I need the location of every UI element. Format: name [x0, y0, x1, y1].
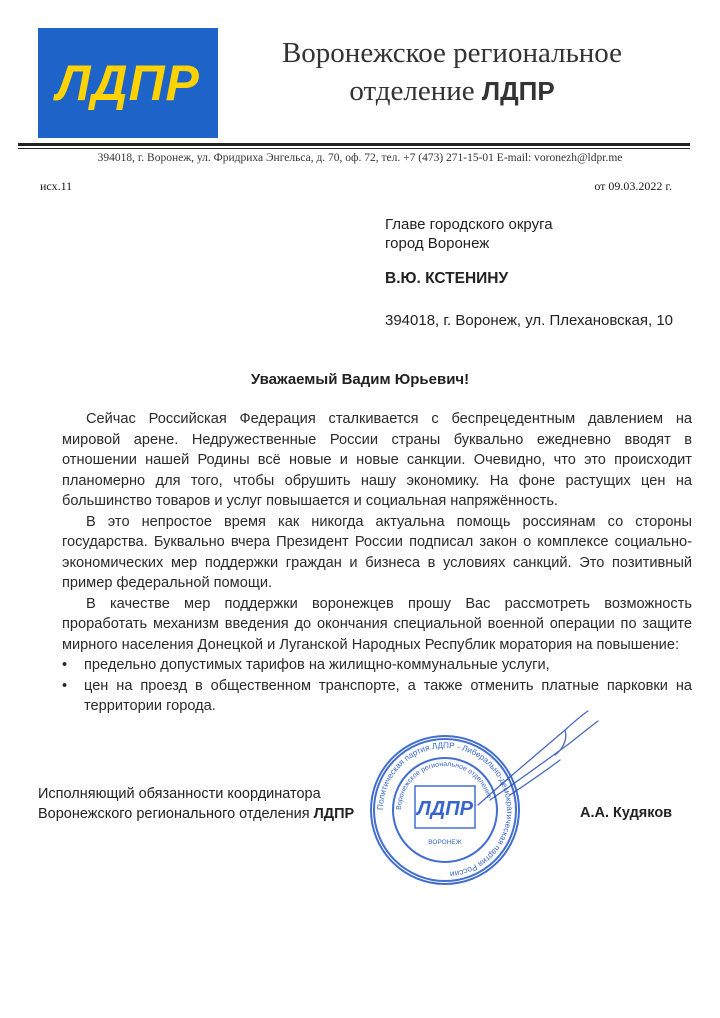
- recipient-line1: Главе городского округа: [385, 216, 553, 233]
- signatory-position-line1: Исполняющий обязанности координатора: [38, 786, 321, 802]
- seal-inner-text: Воронежское региональное отделение: [395, 760, 493, 811]
- header-divider-thick: [18, 143, 690, 146]
- organization-title: [232, 34, 672, 110]
- outgoing-number: исх.11: [40, 179, 73, 193]
- recipient-address: 394018, г. Воронеж, ул. Плехановская, 10: [385, 312, 674, 329]
- body-paragraph-2: В это непростое время как никогда актуальна помощь россиянам со стороны государства. Буквально вчера Президент России подписал закон о комплексе социально-экономических мер поддержки граждан и бизнеса в условиях санкций. Это позитивный пример федеральной помощи.: [62, 513, 692, 591]
- org-title-line2: [232, 72, 672, 110]
- seal-city-text: ВОРОНЕЖ: [428, 839, 462, 846]
- signatory-position: [38, 784, 354, 824]
- signatory-position-line2: [38, 804, 354, 824]
- body-paragraph-3: В качестве мер поддержки воронежцев прошу Вас рассмотреть возможность проработать механизм введения до окончания специальной военной операции по защите мирного населения Донецкой и Луганской Народных Республик моратория на повышение:: [62, 595, 692, 653]
- logo-text: ЛДПР: [56, 55, 200, 111]
- letter-date: от 09.03.2022 г.: [594, 179, 672, 193]
- signatory-name: А.А. Кудяков: [580, 805, 673, 821]
- seal-center-text: ЛДПР: [417, 798, 473, 820]
- org-title-line1: Воронежское региональное: [281, 37, 623, 69]
- handwritten-signature: [470, 705, 610, 815]
- list-item: • предельно допустимых тарифов на жилищно-коммунальные услуги,: [62, 655, 692, 676]
- header-divider-thin: [18, 148, 690, 149]
- recipient-name: В.Ю. КСТЕНИНУ: [385, 270, 509, 287]
- organization-address: 394018, г. Воронеж, ул. Фридриха Энгельса, д. 70, оф. 72, тел. +7 (473) 271-15-01 E-mail: voronezh@ldpr.me: [97, 152, 623, 164]
- letter-body: [62, 409, 692, 717]
- org-title-line2-prefix: отделение: [349, 75, 482, 107]
- recipient-title: [385, 215, 553, 253]
- recipient-line2: город Воронеж: [385, 235, 490, 252]
- body-paragraph-1: Сейчас Российская Федерация сталкивается с беспрецедентным давлением на мировой арене. Недружественные России страны буквально ежедневно вводят в отношении нашей Родины всё новые и новые санкции. Очевидно, что это происходит планомерно для того, чтобы обрушить нашу экономику. На фоне растущих цен на большинство товаров и услуг повышается и социальная напряжённость.: [62, 411, 692, 509]
- org-title-line2-bold: ЛДПР: [481, 76, 555, 106]
- signatory-position-line2-prefix: Воронежского регионального отделения: [38, 806, 314, 822]
- signatory-position-line2-bold: ЛДПР: [313, 806, 355, 822]
- list-item: • цен на проезд в общественном транспорте, а также отменить платные парковки на территории города.: [62, 676, 692, 717]
- salutation: Уважаемый Вадим Юрьевич!: [250, 371, 470, 388]
- ldpr-logo: [38, 28, 218, 138]
- seal-outer-text: Политическая партия ЛДПР - Либерально-демократическая партия России: [375, 740, 515, 879]
